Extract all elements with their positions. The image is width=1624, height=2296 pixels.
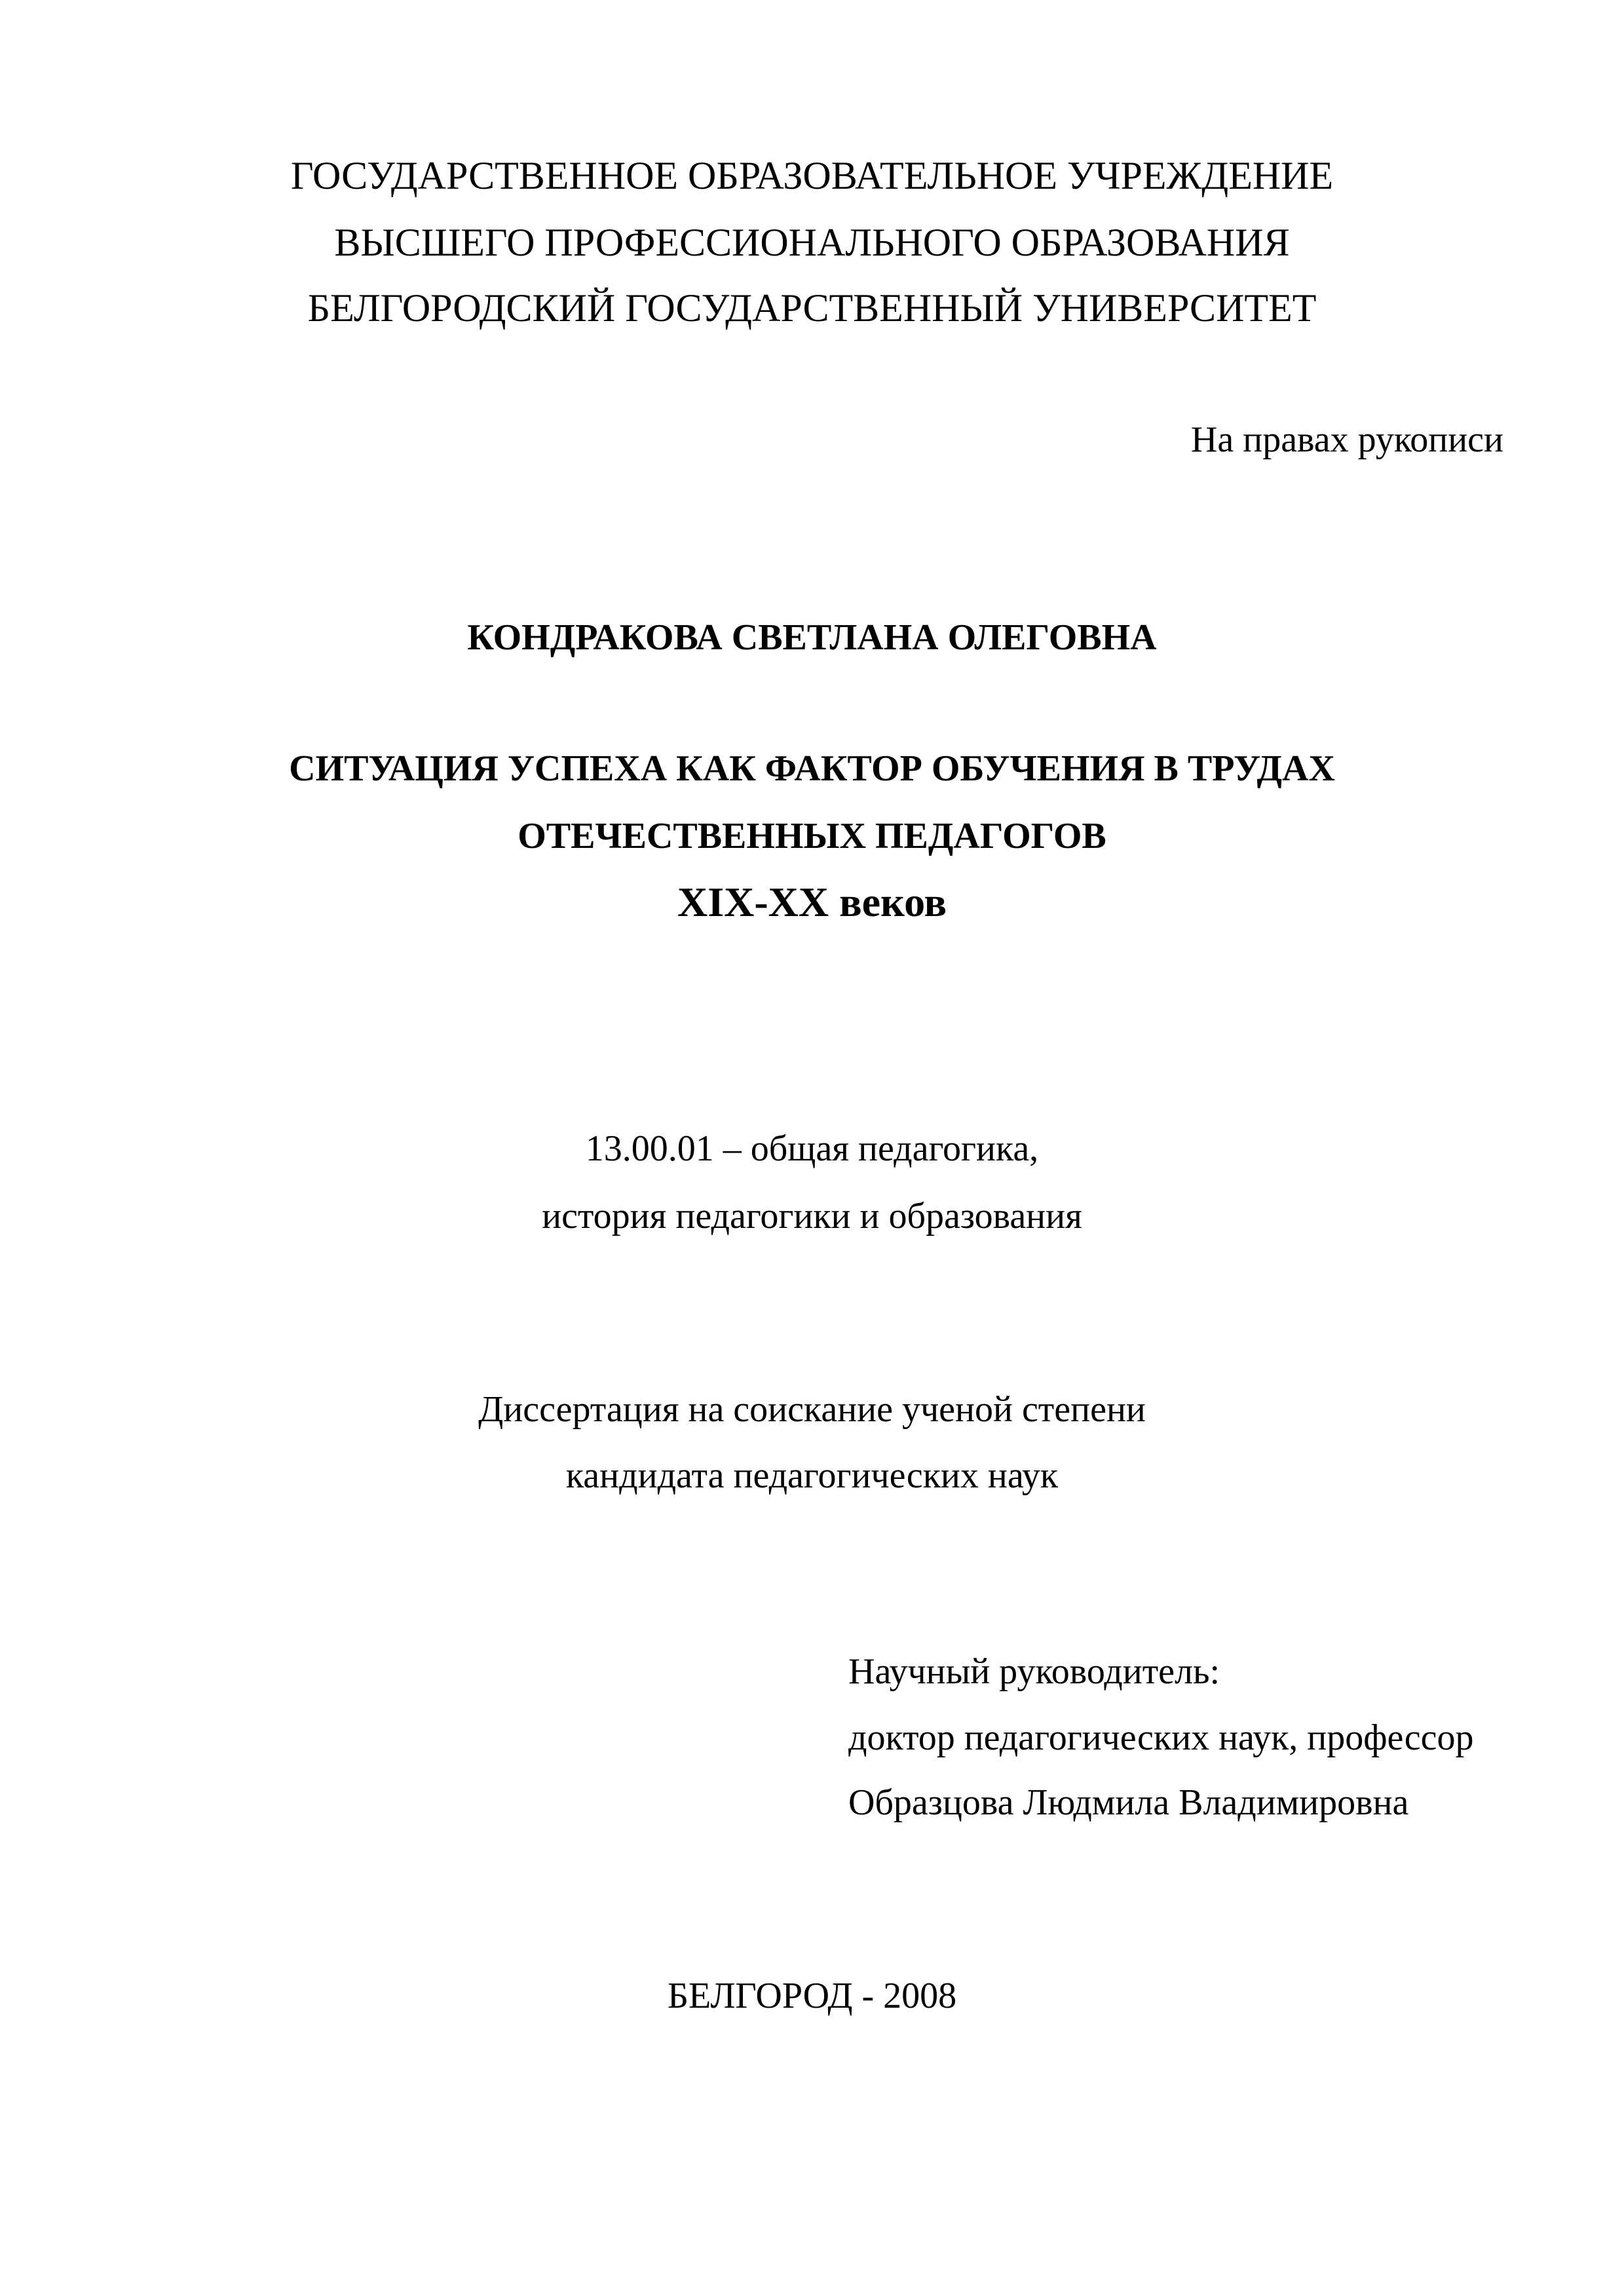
city-year: БЕЛГОРОД - 2008 — [667, 1976, 957, 2016]
dissertation-title-line-1: СИТУАЦИЯ УСПЕХА КАК ФАКТОР ОБУЧЕНИЯ В ТРУДАХ — [289, 748, 1335, 789]
institution-line-3: БЕЛГОРОДСКИЙ ГОСУДАРСТВЕННЫЙ УНИВЕРСИТЕТ — [307, 286, 1317, 330]
supervisor-label: Научный руководитель: — [848, 1651, 1220, 1692]
dissertation-title-line-3: XIX-XX веков — [677, 879, 947, 925]
supervisor-name: Образцова Людмила Владимировна — [848, 1782, 1409, 1823]
specialty-line-1: 13.00.01 – общая педагогика, — [585, 1128, 1039, 1169]
specialty-line-2: история педагогики и образования — [542, 1196, 1082, 1236]
institution-line-1: ГОСУДАРСТВЕННОЕ ОБРАЗОВАТЕЛЬНОЕ УЧРЕЖДЕНИЕ — [290, 154, 1334, 197]
dissertation-title-line-2: ОТЕЧЕСТВЕННЫХ ПЕДАГОГОВ — [518, 816, 1106, 856]
degree-line-2: кандидата педагогических наук — [565, 1455, 1059, 1496]
degree-line-1: Диссертация на соискание ученой степени — [478, 1389, 1146, 1430]
supervisor-title: доктор педагогических наук, профессор — [848, 1717, 1474, 1758]
manuscript-note: На правах рукописи — [1190, 419, 1503, 460]
author-name: КОНДРАКОВА СВЕТЛАНА ОЛЕГОВНА — [467, 617, 1157, 658]
institution-line-2: ВЫСШЕГО ПРОФЕССИОНАЛЬНОГО ОБРАЗОВАНИЯ — [334, 221, 1290, 264]
